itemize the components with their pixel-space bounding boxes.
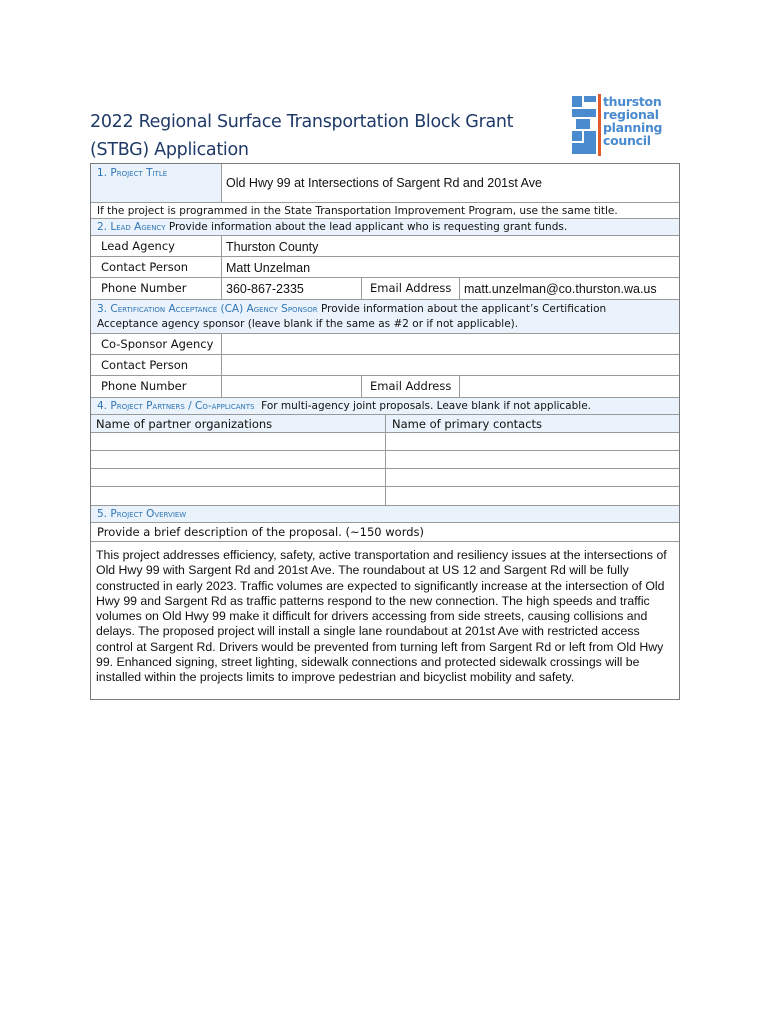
cosponsor-phone-label: Phone Number <box>101 379 187 393</box>
cosponsor-agency-row <box>91 333 679 354</box>
trpc-logo-mark-icon <box>570 94 598 156</box>
cosponsor-agency-label: Co-Sponsor Agency <box>101 337 214 351</box>
partner-name-field[interactable] <box>91 433 385 450</box>
contacts-column-header: Name of primary contacts <box>385 415 679 432</box>
cosponsor-agency-field[interactable] <box>221 334 679 354</box>
partner-contact-field[interactable] <box>385 433 679 450</box>
partner-name-field[interactable] <box>91 451 385 468</box>
contact-person-label: Contact Person <box>101 260 189 274</box>
partner-row <box>91 432 679 450</box>
contact-person-field[interactable]: Matt Unzelman <box>221 257 679 277</box>
partners-column-header: Name of partner organizations <box>96 417 273 431</box>
partner-row <box>91 468 679 486</box>
logo-wordmark: thurston regional planning council <box>603 94 663 148</box>
contact-person-row <box>91 256 679 277</box>
cosponsor-email-label: Email Address <box>361 376 459 397</box>
thurston-regional-planning-council-logo <box>570 94 680 156</box>
cosponsor-contact-field[interactable] <box>221 355 679 375</box>
partner-contact-field[interactable] <box>385 487 679 505</box>
project-overview-row <box>91 541 679 699</box>
project-description-field[interactable]: This project addresses efficiency, safety, active transportation and resiliency issues at the intersections of Old Hwy 99 with Sargent Rd and 201st Ave. The roundabout at US 12 and Sargent Rd will be fully constructed in early 2023. Traffic volumes are expected to significantly increase at the intersection of Old Hwy 99 and Sargent Rd as traffic patterns respond to the new connection. The high speeds and traffic volumes on Old Hwy 99 make it difficult for drivers accessing from side streets, causing collisions and delays. The proposed project will install a single lane roundabout at 201st Ave with restricted access control at Sargent Rd. Drivers would be prevented from turning left from Sargent Rd or left from Old Hwy 99. Enhanced signing, street lighting, sidewalk connections and protected sidewalk crossings will be installed within the projects limits to improve pedestrian and bicyclist mobility and safety. <box>96 548 667 685</box>
partner-contact-field[interactable] <box>385 451 679 468</box>
page-title: 2022 Regional Surface Transportation Block Grant (STBG) Application <box>90 112 514 160</box>
cosponsor-contact-row <box>91 354 679 375</box>
section-2-header: 2. Lead Agency Provide information about the lead applicant who is requesting grant funds. <box>91 218 679 235</box>
partner-row <box>91 486 679 505</box>
section-3-header: 3. Certification Acceptance (CA) Agency Sponsor Provide information about the applicant’s Certification Acceptance agency sponsor (leave blank if the same as #2 or if not applicable). <box>91 299 679 333</box>
section-1-heading: 1. Project Title <box>97 167 168 179</box>
partner-name-field[interactable] <box>91 487 385 505</box>
application-form <box>90 163 680 700</box>
project-overview-instruction: Provide a brief description of the proposal. (~150 words) <box>91 522 679 541</box>
phone-number-field[interactable]: 360-867-2335 <box>221 278 361 299</box>
email-address-label: Email Address <box>361 278 459 299</box>
lead-agency-row <box>91 235 679 256</box>
section-5-header: 5. Project Overview <box>91 505 679 522</box>
phone-number-label: Phone Number <box>101 281 187 295</box>
email-address-field[interactable]: matt.unzelman@co.thurston.wa.us <box>459 278 679 299</box>
cosponsor-phone-field[interactable] <box>221 376 361 397</box>
project-title-note: If the project is programmed in the State Transportation Improvement Program, use the same title. <box>91 202 679 218</box>
lead-agency-label: Lead Agency <box>101 239 175 253</box>
partners-table-header <box>91 414 679 432</box>
partner-contact-field[interactable] <box>385 469 679 486</box>
cosponsor-contact-label: Contact Person <box>101 358 189 372</box>
logo-divider <box>598 94 601 156</box>
cosponsor-phone-email-row <box>91 375 679 397</box>
phone-email-row <box>91 277 679 299</box>
partner-name-field[interactable] <box>91 469 385 486</box>
cosponsor-email-field[interactable] <box>459 376 679 397</box>
project-title-field[interactable]: Old Hwy 99 at Intersections of Sargent Rd and 201st Ave <box>221 164 679 202</box>
lead-agency-field[interactable]: Thurston County <box>221 236 679 256</box>
section-4-header: 4. Project Partners / Co-applicants For multi-agency joint proposals. Leave blank if not applicable. <box>91 397 679 414</box>
partner-row <box>91 450 679 468</box>
